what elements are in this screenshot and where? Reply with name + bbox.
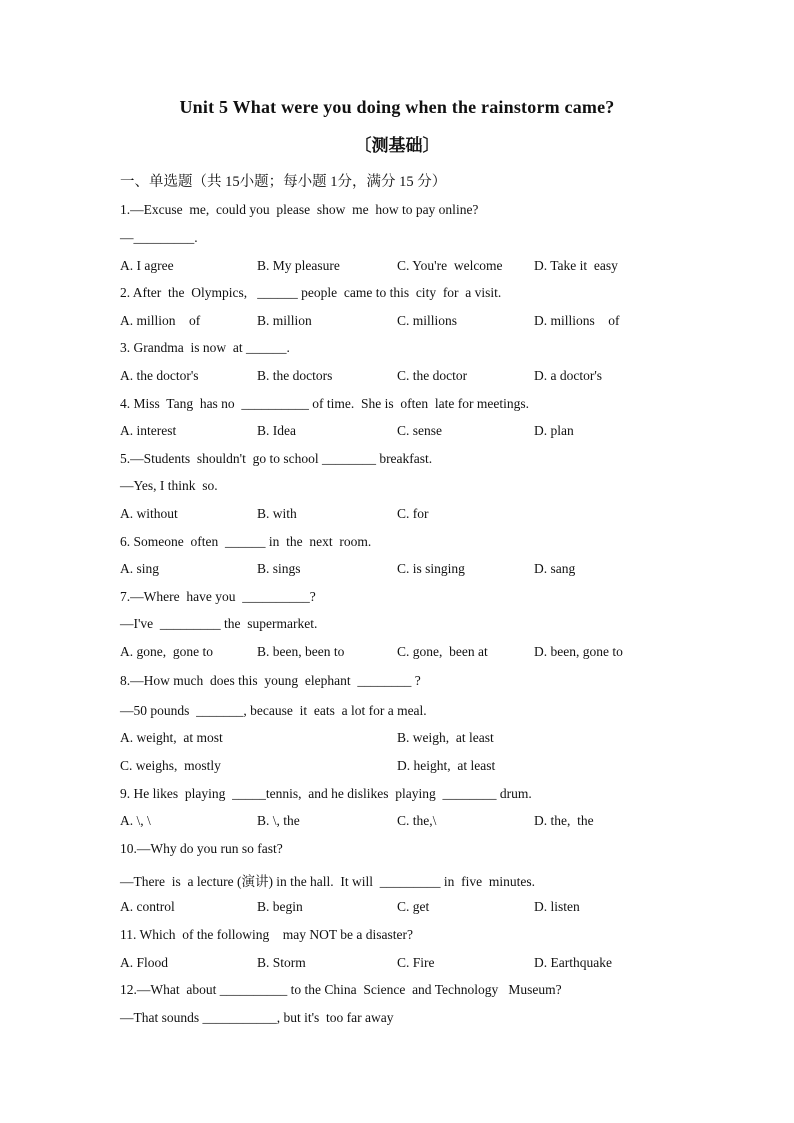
options-q2: [120, 313, 680, 333]
option-b: B. My pleasure: [257, 258, 340, 273]
question-5: 5.—Students shouldn't go to school ________ breakfast.: [120, 451, 433, 466]
answer-line-10: —There is a lecture (演讲) in the hall. It will _________ in five minutes.: [120, 874, 536, 889]
page-title: Unit 5 What were you doing when the rainstorm came?: [179, 97, 615, 117]
option-b: B. begin: [257, 899, 303, 914]
question-8: 8.—How much does this young elephant ________ ?: [120, 673, 421, 688]
options-q9: [120, 813, 680, 833]
option-c: C. get: [397, 899, 430, 914]
options-q8-row1: [120, 730, 680, 750]
option-a: A. gone, gone to: [120, 644, 213, 659]
option-b: B. been, been to: [257, 644, 345, 659]
option-a: A. million of: [120, 313, 201, 328]
option-b: B. sings: [257, 561, 301, 576]
option-c: C. is singing: [397, 561, 465, 576]
question-3: 3. Grandma is now at ______.: [120, 340, 290, 355]
option-c: C. sense: [397, 423, 442, 438]
option-d: D. been, gone to: [534, 644, 623, 659]
question-9: 9. He likes playing _____tennis, and he dislikes playing ________ drum.: [120, 786, 532, 801]
answer-line-5: —Yes, I think so.: [120, 478, 218, 493]
options-q8-row2: [120, 758, 680, 778]
option-c: C. the doctor: [397, 368, 468, 383]
option-d: D. height, at least: [397, 758, 496, 773]
option-b: B. with: [257, 506, 297, 521]
options-q5: [120, 506, 680, 526]
option-d: D. Earthquake: [534, 955, 612, 970]
section-heading: 一、单选题（共 15小题；每小题 1分，满分 15 分）: [120, 174, 447, 190]
option-a: A. without: [120, 506, 178, 521]
options-q11: [120, 955, 680, 975]
question-6: 6. Someone often ______ in the next room.: [120, 534, 372, 549]
option-a: A. I agree: [120, 258, 174, 273]
answer-line-12: —That sounds ___________, but it's too far away: [120, 1010, 394, 1025]
option-c: C. You're welcome: [397, 258, 503, 273]
option-a: A. weight, at most: [120, 730, 223, 745]
question-1: 1.—Excuse me, could you please show me how to pay online?: [120, 202, 479, 217]
question-12: 12.—What about __________ to the China Science and Technology Museum?: [120, 982, 562, 997]
options-q1: [120, 258, 680, 278]
option-a: A. sing: [120, 561, 160, 576]
option-c: C. Fire: [397, 955, 435, 970]
page-subtitle: 〔测基础〕: [354, 136, 440, 155]
question-4: 4. Miss Tang has no __________ of time. She is often late for meetings.: [120, 396, 530, 411]
option-b: B. Storm: [257, 955, 306, 970]
options-q4: [120, 423, 680, 443]
option-d: D. millions of: [534, 313, 620, 328]
option-a: A. control: [120, 899, 175, 914]
option-a: A. Flood: [120, 955, 169, 970]
option-d: D. sang: [534, 561, 576, 576]
option-c: C. gone, been at: [397, 644, 488, 659]
options-q7: [120, 644, 680, 664]
option-d: D. plan: [534, 423, 574, 438]
option-b: B. the doctors: [257, 368, 333, 383]
answer-line-8: —50 pounds _______, because it eats a lot for a meal.: [120, 703, 427, 718]
options-q6: [120, 561, 680, 581]
option-b: B. million: [257, 313, 312, 328]
option-b: B. \, the: [257, 813, 300, 828]
option-d: D. listen: [534, 899, 580, 914]
option-c: C. for: [397, 506, 429, 521]
question-2: 2. After the Olympics, ______ people came to this city for a visit.: [120, 285, 502, 300]
option-d: D. Take it easy: [534, 258, 618, 273]
option-a: A. \, \: [120, 813, 151, 828]
question-7: 7.—Where have you __________?: [120, 589, 316, 604]
option-c: C. the,\: [397, 813, 437, 828]
question-10: 10.—Why do you run so fast?: [120, 841, 283, 856]
option-b: B. Idea: [257, 423, 296, 438]
option-c: C. millions: [397, 313, 458, 328]
question-11: 11. Which of the following may NOT be a disaster?: [120, 927, 413, 942]
option-a: A. interest: [120, 423, 177, 438]
options-q3: [120, 368, 680, 388]
answer-line-7: —I've _________ the supermarket.: [120, 616, 318, 631]
option-c: C. weighs, mostly: [120, 758, 221, 773]
option-b: B. weigh, at least: [397, 730, 494, 745]
options-q10: [120, 899, 680, 919]
option-d: D. the, the: [534, 813, 594, 828]
option-a: A. the doctor's: [120, 368, 199, 383]
answer-line-1: —_________.: [120, 230, 198, 245]
option-d: D. a doctor's: [534, 368, 603, 383]
